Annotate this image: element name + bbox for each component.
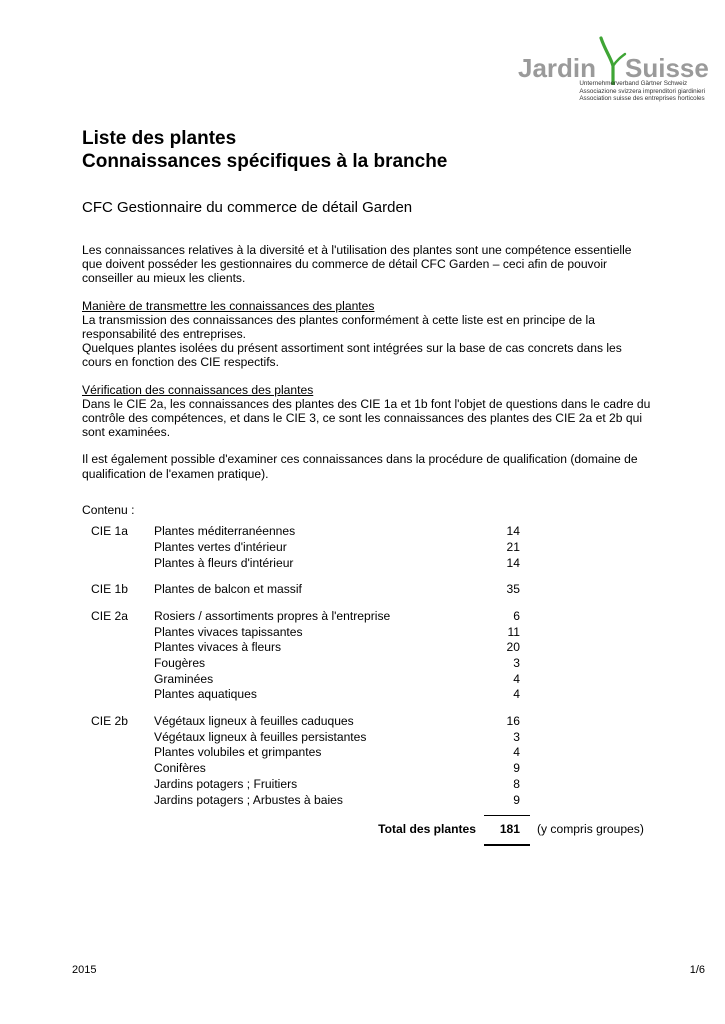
- contents-label: Contenu :: [82, 503, 135, 517]
- logo-word-right: Suisse: [625, 53, 709, 83]
- total-divider-top: [484, 815, 530, 816]
- list-item: Plantes vivaces tapissantes 11: [154, 625, 520, 639]
- list-item: Rosiers / assortiments propres à l'entreprise 6: [154, 609, 520, 623]
- cie-label: CIE 2a: [91, 609, 128, 623]
- list-item: Fougères 3: [154, 656, 520, 670]
- verification-section: [82, 383, 652, 440]
- list-item: Végétaux ligneux à feuilles caduques 16: [154, 714, 520, 728]
- total-note: (y compris groupes): [537, 822, 644, 836]
- title-line-2: Connaissances spécifiques à la branche: [82, 151, 448, 172]
- total-label: Total des plantes: [378, 822, 476, 836]
- transmission-section: [82, 299, 652, 370]
- exam-note: Il est également possible d'examiner ces connaissances dans la procédure de qualification (domaine de qualification de l'examen pratique).: [82, 452, 638, 481]
- logo-wordmark: [455, 30, 715, 85]
- list-item: Graminées 4: [154, 672, 520, 686]
- jardinsuisse-logo: [455, 30, 715, 110]
- page-title: [82, 127, 447, 173]
- list-item: Plantes volubiles et grimpantes 4: [154, 745, 520, 759]
- list-item: Plantes méditerranéennes 14: [154, 524, 520, 538]
- list-item: Végétaux ligneux à feuilles persistantes 3: [154, 730, 520, 744]
- leaf-icon: [601, 38, 613, 84]
- intro-paragraph: Les connaissances relatives à la diversité et à l'utilisation des plantes sont une compétence essentielle que doivent posséder les gestionnaires du commerce de détail CFC Garden – ceci afin de pouvoir conseiller au mieux les clients.: [82, 243, 632, 286]
- verification-text: Dans le CIE 2a, les connaissances des plantes des CIE 1a et 1b font l'objet de questions dans le cadre du contrôle des compétences, et dans le CIE 3, ce sont les connaissances des plantes des CIE 2a et 2b qui sont examinées.: [82, 396, 651, 440]
- transmission-text-1: La transmission des connaissances des plantes conformément à cette liste est en principe de la responsabilité des entreprises.: [82, 312, 595, 342]
- cie-label: CIE 2b: [91, 714, 128, 728]
- transmission-text-2: Quelques plantes isolées du présent assortiment sont intégrées sur la base de cas concrets dans les cours en fonction des CIE respectifs.: [82, 341, 622, 370]
- transmission-heading: Manière de transmettre les connaissances des plantes: [82, 298, 375, 313]
- verification-heading: Vérification des connaissances des plantes: [82, 382, 314, 397]
- list-item: Jardins potagers ; Fruitiers 8: [154, 777, 520, 791]
- document-body: [82, 243, 652, 494]
- list-item: Plantes vertes d'intérieur 21: [154, 540, 520, 554]
- total-value: 181: [499, 822, 520, 836]
- list-item: Plantes à fleurs d'intérieur 14: [154, 556, 520, 570]
- page-subtitle: CFC Gestionnaire du commerce de détail Garden: [82, 199, 413, 216]
- logo-line-de: Unternehmerverband Gärtner Schweiz: [579, 80, 688, 87]
- list-item: Plantes de balcon et massif 35: [154, 582, 520, 596]
- total-divider-bottom: [484, 844, 530, 846]
- list-item: Plantes aquatiques 4: [154, 687, 520, 701]
- page-number: 1/6: [689, 964, 705, 976]
- title-line-1: Liste des plantes: [82, 128, 237, 149]
- logo-subtitle: [579, 80, 705, 103]
- list-item: Plantes vivaces à fleurs 20: [154, 640, 520, 654]
- cie-label: CIE 1a: [91, 524, 128, 538]
- logo-line-fr: Association suisse des entreprises horticoles: [579, 95, 705, 102]
- cie-label: CIE 1b: [91, 582, 128, 596]
- logo-word-left: Jardin: [518, 53, 597, 83]
- list-item: Jardins potagers ; Arbustes à baies 9: [154, 793, 520, 807]
- logo-line-it: Associazione svizzera imprenditori giardinieri: [579, 87, 705, 95]
- list-item: Conifères 9: [154, 761, 520, 775]
- footer-year: 2015: [72, 964, 97, 976]
